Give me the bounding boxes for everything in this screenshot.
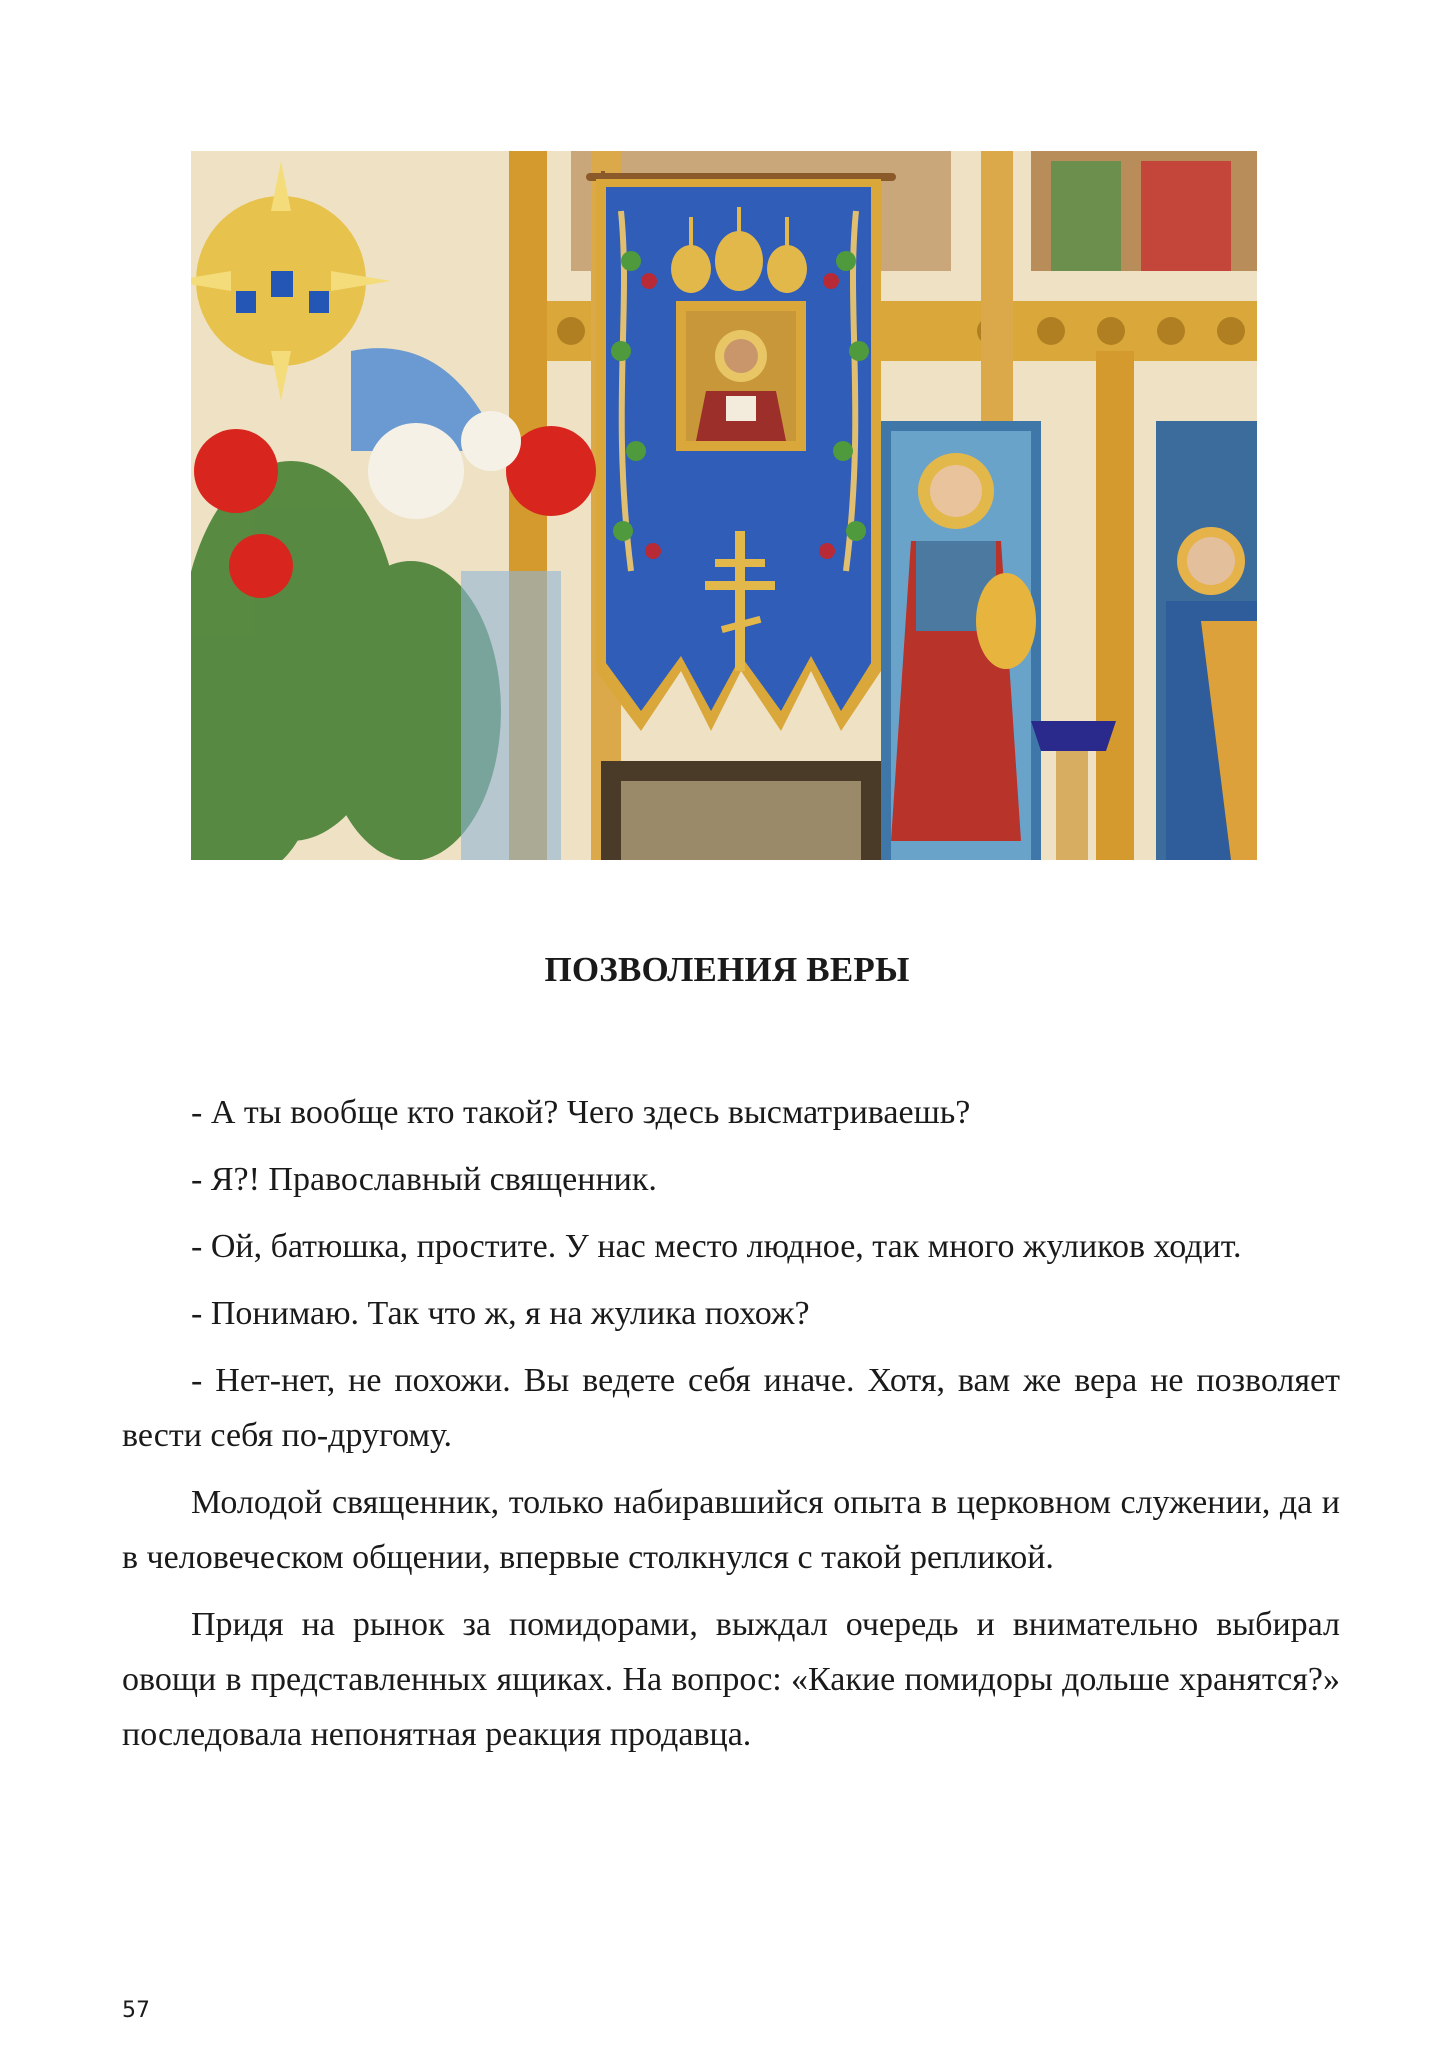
body-text xyxy=(122,1085,1340,1774)
paragraph: - Я?! Православный священник. xyxy=(191,1161,657,1198)
page-number: 57 xyxy=(122,1998,150,2023)
paragraph: - Нет-нет, не похожи. Вы ведете себя иначе. Хотя, вам же вера не позволяет вести себя по-другому. xyxy=(122,1362,1340,1454)
paragraph: Придя на рынок за помидорами, выждал очередь и внимательно выбирал овощи в представленных ящиках. На вопрос: «Какие помидоры дольше хранятся?» последовала непонятная реакция продавца. xyxy=(122,1606,1340,1753)
church-iconostasis-photo-icon xyxy=(191,151,1257,860)
paragraph: Молодой священник, только набиравшийся опыта в церковном служении, да и в человеческом общении, впервые столкнулся с такой репликой. xyxy=(122,1484,1340,1576)
paragraph: - Ой, батюшка, простите. У нас место людное, так много жуликов ходит. xyxy=(191,1228,1242,1265)
paragraph: - Понимаю. Так что ж, я на жулика похож? xyxy=(191,1295,810,1332)
paragraph: - А ты вообще кто такой? Чего здесь высматриваешь? xyxy=(191,1094,971,1131)
chapter-title: ПОЗВОЛЕНИЯ ВЕРЫ xyxy=(544,950,910,989)
